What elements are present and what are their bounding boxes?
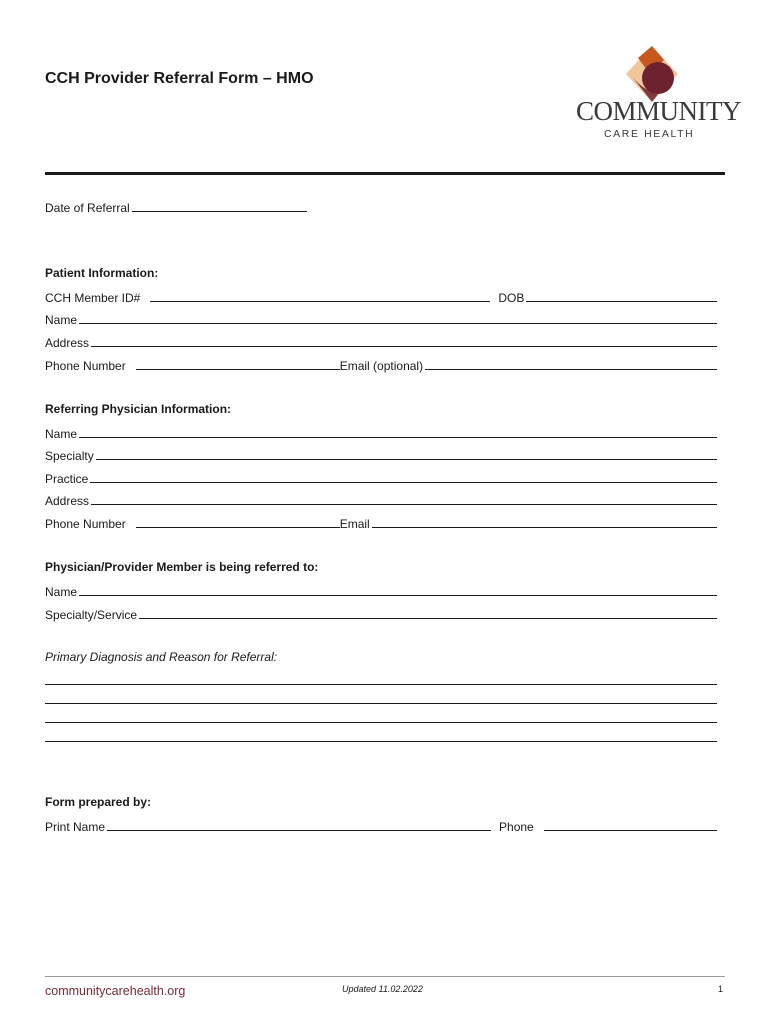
referred-specialty-row	[45, 604, 717, 622]
patient-name-label: Name	[45, 313, 78, 327]
form-title: CCH Provider Referral Form – HMO	[45, 70, 314, 87]
member-id-field[interactable]	[150, 289, 490, 302]
patient-member-id-row	[45, 287, 717, 305]
diagnosis-line-1[interactable]	[45, 684, 717, 685]
patient-phone-label: Phone Number	[45, 359, 126, 373]
referred-name-field[interactable]	[79, 583, 717, 596]
referring-name-field[interactable]	[79, 425, 717, 438]
referring-specialty-row	[45, 445, 717, 463]
diagnosis-line-2[interactable]	[45, 703, 717, 704]
patient-address-field[interactable]	[91, 334, 717, 347]
referring-specialty-label: Specialty	[45, 449, 94, 463]
prepared-phone-label: Phone	[499, 820, 534, 834]
referring-practice-label: Practice	[45, 472, 89, 486]
referred-specialty-label: Specialty/Service	[45, 608, 138, 622]
referring-practice-field[interactable]	[90, 470, 717, 483]
dob-field[interactable]	[526, 289, 717, 302]
logo-word-care-health: CARE HEALTH	[604, 128, 695, 140]
referring-phone-field[interactable]	[136, 515, 340, 528]
referring-name-row	[45, 423, 717, 441]
referring-physician-heading: Referring Physician Information:	[45, 402, 232, 416]
referring-phone-row	[45, 513, 717, 531]
prepared-by-heading: Form prepared by:	[45, 795, 152, 809]
date-of-referral-row	[45, 197, 717, 215]
patient-address-row	[45, 332, 717, 350]
logo-word-community: COMMUNITY	[576, 96, 742, 126]
print-name-field[interactable]	[107, 818, 491, 831]
referred-to-heading: Physician/Provider Member is being referred to:	[45, 560, 319, 574]
patient-email-label: Email (optional)	[339, 359, 424, 373]
patient-name-row	[45, 309, 717, 327]
referred-name-row	[45, 581, 717, 599]
referring-phone-label: Phone Number	[45, 517, 126, 531]
diagnosis-line-4[interactable]	[45, 741, 717, 742]
referring-email-label: Email	[339, 517, 370, 531]
prepared-phone-field[interactable]	[544, 818, 717, 831]
page-number: 1	[718, 984, 724, 994]
date-of-referral-label: Date of Referral	[45, 201, 130, 215]
header-divider	[45, 172, 725, 175]
patient-address-label: Address	[45, 336, 90, 350]
diagnosis-heading: Primary Diagnosis and Reason for Referral:	[45, 650, 278, 664]
patient-phone-field[interactable]	[136, 357, 340, 370]
referring-address-row	[45, 490, 717, 508]
prepared-by-row	[45, 816, 717, 834]
patient-phone-row	[45, 355, 717, 373]
referring-address-label: Address	[45, 494, 90, 508]
footer-updated-date: Updated 11.02.2022	[342, 984, 423, 994]
logo-mark-icon	[572, 44, 728, 104]
community-care-health-logo	[572, 44, 742, 144]
date-of-referral-field[interactable]	[132, 199, 307, 212]
patient-info-heading: Patient Information:	[45, 266, 159, 280]
footer-divider	[45, 976, 725, 977]
patient-name-field[interactable]	[79, 311, 717, 324]
referred-specialty-field[interactable]	[139, 606, 717, 619]
dob-label: DOB	[498, 291, 525, 305]
referring-address-field[interactable]	[91, 492, 717, 505]
referring-practice-row	[45, 468, 717, 486]
print-name-label: Print Name	[45, 820, 106, 834]
referring-email-field[interactable]	[372, 515, 717, 528]
patient-email-field[interactable]	[425, 357, 717, 370]
member-id-label: CCH Member ID#	[45, 291, 141, 305]
referring-name-label: Name	[45, 427, 78, 441]
footer-website-link[interactable]: communitycarehealth.org	[45, 984, 186, 998]
diagnosis-line-3[interactable]	[45, 722, 717, 723]
referring-specialty-field[interactable]	[96, 447, 717, 460]
referred-name-label: Name	[45, 585, 78, 599]
